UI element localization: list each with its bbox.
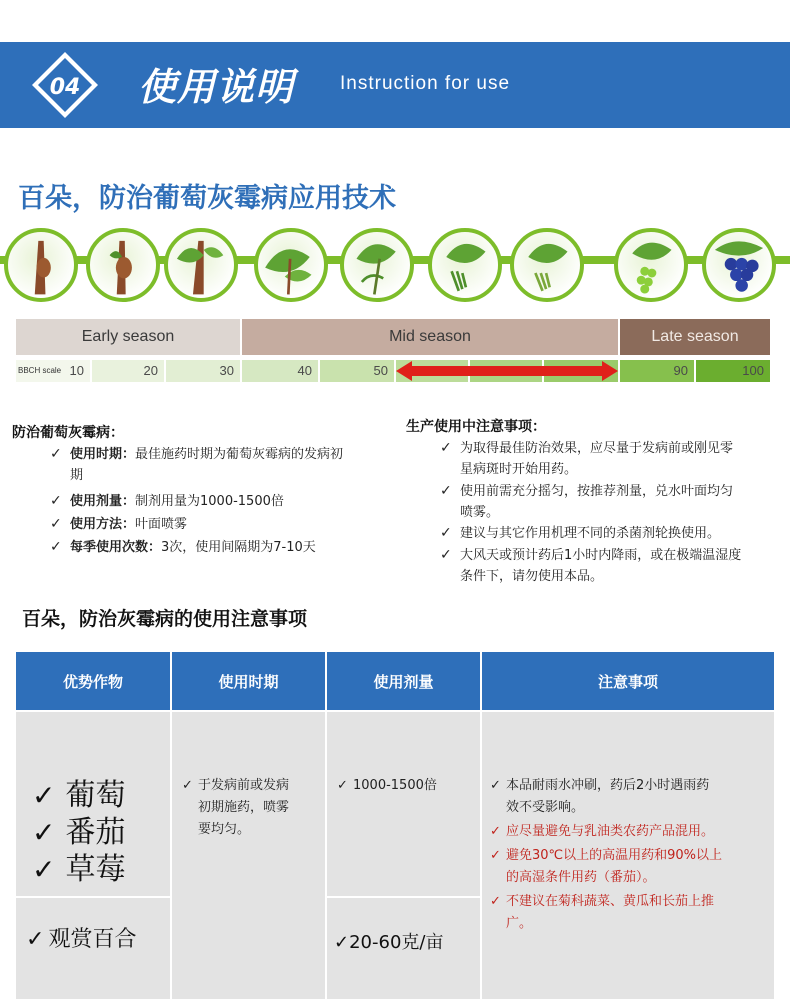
bbch-value: 100 <box>742 363 764 378</box>
check-icon: ✓ <box>440 525 452 541</box>
item-label: 使用时期： <box>70 447 136 462</box>
period-line: 要均匀。 <box>198 822 251 837</box>
note-line: 效不受影响。 <box>506 800 585 815</box>
check-icon: ✓ <box>337 778 348 793</box>
bbch-value: 50 <box>373 363 388 378</box>
item-text: 使用前需充分摇匀，按推荐剂量，兑水叶面均匀 <box>460 484 734 499</box>
right-item <box>440 438 786 480</box>
left-item-frequency <box>50 537 400 558</box>
check-icon: ✓ <box>490 824 501 839</box>
item-text: 叶面喷雾 <box>135 517 188 532</box>
flowering-icon <box>510 228 584 302</box>
check-icon: ✓ <box>50 446 62 462</box>
check-icon: ✓ <box>440 483 452 499</box>
season-mid: Mid season <box>242 319 618 355</box>
crop-name: 观赏百合 <box>48 927 137 952</box>
right-section-title: 生产使用中注意事项： <box>406 419 546 435</box>
item-text-cont: 喷雾。 <box>460 505 500 520</box>
leaf-emergence-icon <box>164 228 238 302</box>
bbch-value: 30 <box>219 363 234 378</box>
bbch-cell <box>166 360 240 382</box>
bbch-value: 90 <box>673 363 688 378</box>
right-item <box>440 523 786 544</box>
inflorescence-icon <box>428 228 502 302</box>
crop-lily <box>26 922 136 953</box>
check-icon: ✓ <box>32 816 56 849</box>
bbch-cell <box>320 360 394 382</box>
bud-break-icon <box>86 228 160 302</box>
left-section-title: 防治葡萄灰霉病： <box>12 425 124 441</box>
table-cell <box>172 712 325 999</box>
table-header-period: 使用时期 <box>172 652 325 710</box>
item-text: 为取得最佳防治效果，应尽量于发病前或刚见零 <box>460 441 734 456</box>
leaf-development-icon <box>254 228 328 302</box>
check-icon: ✓ <box>440 547 452 563</box>
check-icon: ✓ <box>32 853 56 886</box>
right-item <box>440 481 786 523</box>
dose-lily <box>334 928 443 954</box>
section-number-badge <box>30 50 100 120</box>
note-item <box>490 891 772 935</box>
bbch-cell <box>92 360 164 382</box>
period-line: 初期施药，喷雾 <box>198 800 290 815</box>
bbch-cell <box>242 360 318 382</box>
crop-name: 草莓 <box>65 852 126 887</box>
left-item-dose <box>50 491 400 512</box>
season-late: Late season <box>620 319 770 355</box>
bbch-value: 40 <box>297 363 312 378</box>
note-item <box>490 821 772 843</box>
season-early: Early season <box>16 319 240 355</box>
item-text-cont: 期 <box>70 468 84 483</box>
table-cell <box>327 712 480 896</box>
ripe-grape-icon <box>702 228 776 302</box>
header-subtitle: Instruction for use <box>340 73 511 94</box>
vine-bud-icon <box>4 228 78 302</box>
item-text: 3次，使用间隔期为7-10天 <box>161 540 316 555</box>
check-icon: ✓ <box>26 927 45 952</box>
item-label: 使用方法： <box>70 517 136 532</box>
item-text: 最佳施药时期为葡萄灰霉病的发病初 <box>135 447 344 462</box>
bbch-value: 20 <box>143 363 158 378</box>
dose-text <box>337 775 477 797</box>
note-item <box>490 845 772 889</box>
item-label: 每季使用次数： <box>70 540 162 555</box>
item-text-cont: 星病斑时开始用药。 <box>460 462 578 477</box>
main-title: 百朵，防治葡萄灰霉病应用技术 <box>18 183 396 214</box>
note-line: 本品耐雨水冲刷，药后2小时遇雨药 <box>506 778 710 793</box>
dose-value: 1000-1500倍 <box>353 778 437 793</box>
fruit-set-icon <box>614 228 688 302</box>
section-number: 04 <box>49 75 81 100</box>
item-label: 使用剂量： <box>70 494 136 509</box>
check-icon: ✓ <box>50 493 62 509</box>
note-item <box>490 775 772 819</box>
application-window-arrow <box>396 360 618 382</box>
bbch-cell <box>696 360 770 382</box>
check-icon: ✓ <box>50 539 62 555</box>
table-header-notes: 注意事项 <box>482 652 774 710</box>
check-icon: ✓ <box>182 778 193 793</box>
bbch-label: BBCH scale <box>18 366 62 375</box>
check-icon: ✓ <box>440 440 452 456</box>
check-icon: ✓ <box>490 778 501 793</box>
check-icon: ✓ <box>490 848 501 863</box>
crop-strawberry <box>32 844 125 888</box>
crop-name: 番茄 <box>65 815 126 850</box>
table-title: 百朵，防治灰霉病的使用注意事项 <box>22 608 308 630</box>
bbch-value: 10 <box>69 363 84 378</box>
left-item-period <box>50 444 400 486</box>
check-icon: ✓ <box>32 779 56 812</box>
item-text: 制剂用量为1000-1500倍 <box>135 494 284 509</box>
note-line: 应尽量避免与乳油类农药产品混用。 <box>506 824 715 839</box>
check-icon: ✓ <box>334 932 350 953</box>
item-text: 大风天或预计药后1小时内降雨，或在极端温湿度 <box>460 548 742 563</box>
dose-value: 20-60克/亩 <box>349 932 444 953</box>
check-icon: ✓ <box>50 516 62 532</box>
left-item-method <box>50 514 400 535</box>
bbch-cell <box>620 360 694 382</box>
period-line: 于发病前或发病 <box>198 778 290 793</box>
note-line: 避免30℃以上的高温用药和90%以上 <box>506 848 723 863</box>
period-text <box>182 775 322 841</box>
right-item <box>440 545 786 587</box>
note-line: 不建议在菊科蔬菜、黄瓜和长茄上推 <box>506 894 715 909</box>
header-title: 使用说明 <box>138 65 295 109</box>
bbch-scale <box>16 360 770 382</box>
item-text-cont: 条件下，请勿使用本品。 <box>460 569 604 584</box>
usage-table <box>16 652 774 999</box>
note-line: 广。 <box>506 916 533 931</box>
table-header-dose: 使用剂量 <box>327 652 480 710</box>
item-text: 建议与其它作用机理不同的杀菌剂轮换使用。 <box>460 526 721 541</box>
shoot-growth-icon <box>340 228 414 302</box>
table-header-crop: 优势作物 <box>16 652 170 710</box>
note-line: 的高湿条件用药（番茄）。 <box>506 870 656 885</box>
crop-name: 葡萄 <box>65 778 126 813</box>
check-icon: ✓ <box>490 894 501 909</box>
